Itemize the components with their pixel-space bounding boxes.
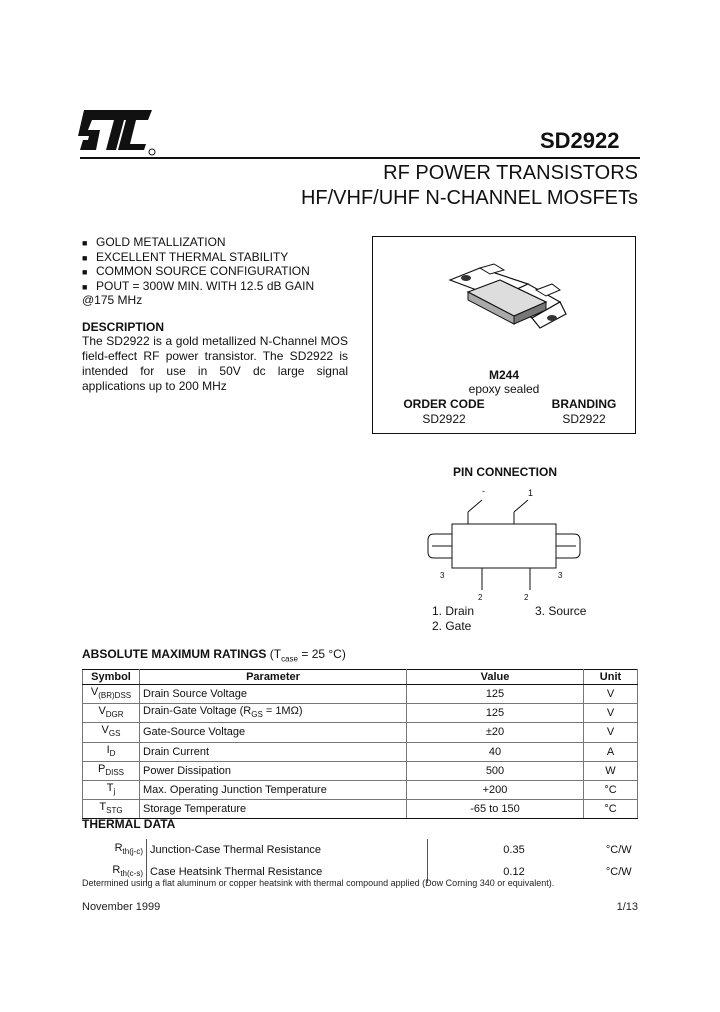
pin-legend-gate: 2. Gate bbox=[432, 619, 472, 633]
feature-item-cont: @175 MHz bbox=[82, 293, 143, 307]
svg-text:-: - bbox=[482, 486, 485, 496]
feature-item: ■ COMMON SOURCE CONFIGURATION bbox=[82, 264, 310, 278]
package-note: epoxy sealed bbox=[468, 382, 540, 396]
thermal-title: THERMAL DATA bbox=[82, 817, 176, 831]
pin-label-drain: 1 bbox=[528, 488, 534, 498]
description-heading: DESCRIPTION bbox=[82, 320, 165, 334]
pin-legend-source: 3. Source bbox=[535, 604, 587, 618]
table-row: $V_{(BR)DSS}$ Drain Source Voltage 125 V bbox=[83, 685, 638, 704]
col-value: Value bbox=[407, 670, 584, 685]
amr-table bbox=[82, 669, 638, 819]
table-row: $V_{GS}$ Gate-Source Voltage ±20 V bbox=[83, 723, 638, 742]
package-name: M244 bbox=[488, 368, 520, 382]
table-row: $R_{th(c-s)}$ Case Heatsink Thermal Resistance 0.12 °C/W bbox=[82, 861, 638, 883]
table-header-row bbox=[83, 670, 638, 685]
pin-legend-drain: 1. Drain bbox=[432, 604, 475, 618]
col-symbol: Symbol bbox=[83, 670, 140, 685]
package-image bbox=[440, 262, 570, 342]
pin-diagram bbox=[424, 482, 584, 602]
footer-date: November 1999 bbox=[82, 901, 161, 913]
order-code-label: ORDER CODE bbox=[403, 397, 485, 411]
part-number: SD2922 bbox=[540, 128, 620, 153]
order-code-value: SD2922 bbox=[422, 412, 466, 426]
branding-value: SD2922 bbox=[562, 412, 606, 426]
feature-item: ■ EXCELLENT THERMAL STABILITY bbox=[82, 250, 289, 264]
pin-label-gate-right: 2 bbox=[524, 593, 529, 602]
table-row: $T_{STG}$ Storage Temperature -65 to 150 °C bbox=[83, 800, 638, 819]
table-row: $P_{DISS}$ Power Dissipation 500 W bbox=[83, 761, 638, 780]
amr-title: ABSOLUTE MAXIMUM RATINGS ($T_{case} = 25$ °C) bbox=[82, 647, 346, 664]
table-row: $V_{DGR}$ Drain-Gate Voltage $(R_{GS} = 1M\Omega)$ 125 V bbox=[83, 704, 638, 723]
col-parameter: Parameter bbox=[140, 670, 407, 685]
feature-item: ■ GOLD METALLIZATION bbox=[82, 235, 226, 249]
header-rule bbox=[80, 157, 640, 159]
col-unit: Unit bbox=[584, 670, 638, 685]
pin-label-source-left: 3 bbox=[440, 571, 445, 580]
description-body: The SD2922 is a gold metallized N-Channel MOS field-effect RF power transistor. The SD2922 is intended for use in 50V dc large signal applications up to 200 MHz bbox=[82, 334, 348, 393]
st-logo bbox=[78, 106, 158, 158]
table-row: $R_{th(j-c)}$ Junction-Case Thermal Resistance 0.35 °C/W bbox=[82, 839, 638, 861]
table-row: $T_j$ Max. Operating Junction Temperature +200 °C bbox=[83, 780, 638, 799]
title-line-1: RF POWER TRANSISTORS bbox=[383, 162, 638, 184]
branding-label: BRANDING bbox=[551, 397, 617, 411]
pin-connection-heading: PIN CONNECTION bbox=[452, 465, 557, 479]
footer-page-number: 1/13 bbox=[616, 901, 638, 913]
feature-item: ■ POUT = 300W MIN. WITH 12.5 dB GAIN bbox=[82, 279, 315, 293]
pin-label-source-right: 3 bbox=[558, 571, 563, 580]
thermal-table bbox=[82, 839, 638, 883]
table-row: $I_D$ Drain Current 40 A bbox=[83, 742, 638, 761]
title-line-2: HF/VHF/UHF N-CHANNEL MOSFETs bbox=[300, 187, 638, 209]
pin-label-gate-left: 2 bbox=[478, 593, 483, 602]
thermal-footnote: Determined using a flat aluminum or copper heatsink with thermal compound applied (Dow Corning 340 or equivalent). bbox=[82, 878, 555, 888]
